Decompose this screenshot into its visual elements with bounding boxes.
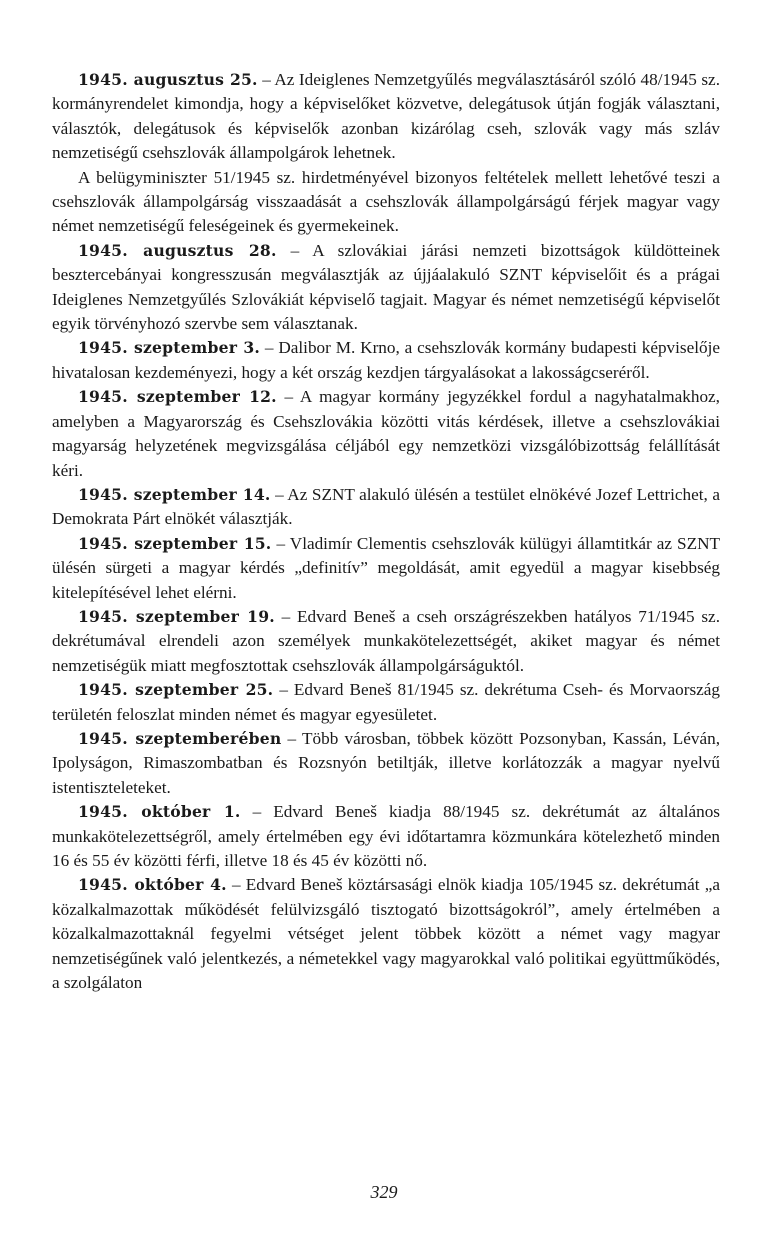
chronology-entry xyxy=(52,678,720,727)
entry-date: 1945. szeptember 15. xyxy=(78,533,272,553)
entry-date: 1945. szeptember 19. xyxy=(78,606,275,626)
entry-text: – Vladimír Clementis csehszlovák külügyi államtitkár az SZNT ülésén sürgeti a magyar kérdés „definitív” megoldását, amit egyedül a magyar kisebbség kitelepítésével lehet elérni. xyxy=(52,533,720,602)
chronology-entry xyxy=(52,727,720,800)
entry-text: – Edvard Beneš kiadja 88/1945 sz. dekrétumát az általános munkakötelezettségről, amely értelmében egy évi időtartamra közmunkára kötelezhető minden 16 és 55 év közötti férfi, illetve 18 és 45 év közötti nő. xyxy=(52,802,720,870)
chronology-entry xyxy=(52,483,720,532)
entry-text: – Edvard Beneš a cseh országrészekben hatályos 71/1945 sz. dekrétumával elrendeli azon személyek munkakötelezettségét, akiket magyar és német nemzetiségük miatt megfosztottak csehszlovák állampolgárságuktól. xyxy=(52,606,720,675)
entry-text: – A magyar kormány jegyzékkel fordul a nagyhatalmakhoz, amelyben a Magyarország és Csehszlovákia közötti vitás kérdések, illetve a csehszlovákiai magyarság helyzetének megvizsgálása céljából egy nemzetközi vizsgálóbizottság felállítását kéri. xyxy=(52,387,720,480)
entry-date: 1945. szeptember 14. xyxy=(78,484,271,504)
chronology-text xyxy=(52,68,720,995)
chronology-entry xyxy=(52,68,720,166)
entry-date: 1945. szeptember 3. xyxy=(78,338,261,358)
entry-date: 1945. szeptemberében xyxy=(78,728,282,748)
entry-text: – Edvard Beneš köztársasági elnök kiadja 105/1945 sz. dekrétumát „a közalkalmazottak működését felülvizsgáló tisztogató bizottságokról”, amely értelmében a közalkalmazottaknál fegyelmi vétséget jelent többek között a német vagy magyar nemzetiségűnek való jelentkezés, a németekkel vagy magyarokkal való politikai együttműködés, a szolgálaton xyxy=(52,875,720,993)
entry-text: – A szlovákiai járási nemzeti bizottságok küldötteinek besztercebányai kongresszusán megválasztják az újjáalakuló SZNT képviselőit és a prágai Ideiglenes Nemzetgyűlés Szlovákiát képviselő tagjait. Magyar és német nemzetiségű képviselőt egyik törvényhozó szervbe sem választanak. xyxy=(52,240,720,334)
chronology-entry xyxy=(52,800,720,873)
entry-text: – Az SZNT alakuló ülésén a testület elnökévé Jozef Lettrichet, a Demokrata Párt elnökét választják. xyxy=(52,484,720,529)
entry-text: A belügyminiszter 51/1945 sz. hirdetményével bizonyos feltételek mellett lehetővé teszi a csehszlovák állampolgárság visszaadását a csehszlovák állampolgárságú férjek magyar vagy német nemzetiségű feleségeinek és gyermekeinek. xyxy=(52,167,720,236)
entry-text: – Edvard Beneš 81/1945 sz. dekrétuma Cseh- és Morvaország területén feloszlat minden német és magyar egyesületet. xyxy=(52,680,720,724)
chronology-entry xyxy=(52,532,720,605)
entry-date: 1945. október 1. xyxy=(78,802,241,822)
entry-text: – Több városban, többek között Pozsonyban, Kassán, Léván, Ipolyságon, Rimaszombatban és Rozsnyón betiltják, illetve korlátozzák a magyar nyelvű istentiszteleteket. xyxy=(52,728,721,797)
chronology-entry xyxy=(52,873,720,995)
page-number: 329 xyxy=(370,1182,398,1202)
chronology-entry xyxy=(52,239,720,337)
entry-date: 1945. augusztus 28. xyxy=(78,240,277,260)
entry-text: – Dalibor M. Krno, a csehszlovák kormány budapesti képviselője hivatalosan kezdeményezi, hogy a két ország kezdjen tárgyalásokat a lakosságcseréről. xyxy=(52,338,721,382)
entry-date: 1945. augusztus 25. xyxy=(78,70,258,89)
chronology-entry xyxy=(52,336,720,385)
entry-date: 1945. október 4. xyxy=(78,875,227,895)
entry-date: 1945. szeptember 25. xyxy=(78,680,274,700)
entry-date: 1945. szeptember 12. xyxy=(78,387,277,407)
chronology-entry xyxy=(52,605,720,678)
chronology-entry xyxy=(52,166,720,239)
chronology-entry xyxy=(52,385,720,483)
entry-text: – Az Ideiglenes Nemzetgyűlés megválasztásáról szóló 48/1945 sz. kormányrendelet kimondja, hogy a képviselőket közvetve, delegátusok útján fogják választani, választók, delegátusok és képviselők azonban kizárólag cseh, szlovák vagy más szláv nemzetiségű csehszlovák állampolgárok lehetnek. xyxy=(52,70,720,163)
